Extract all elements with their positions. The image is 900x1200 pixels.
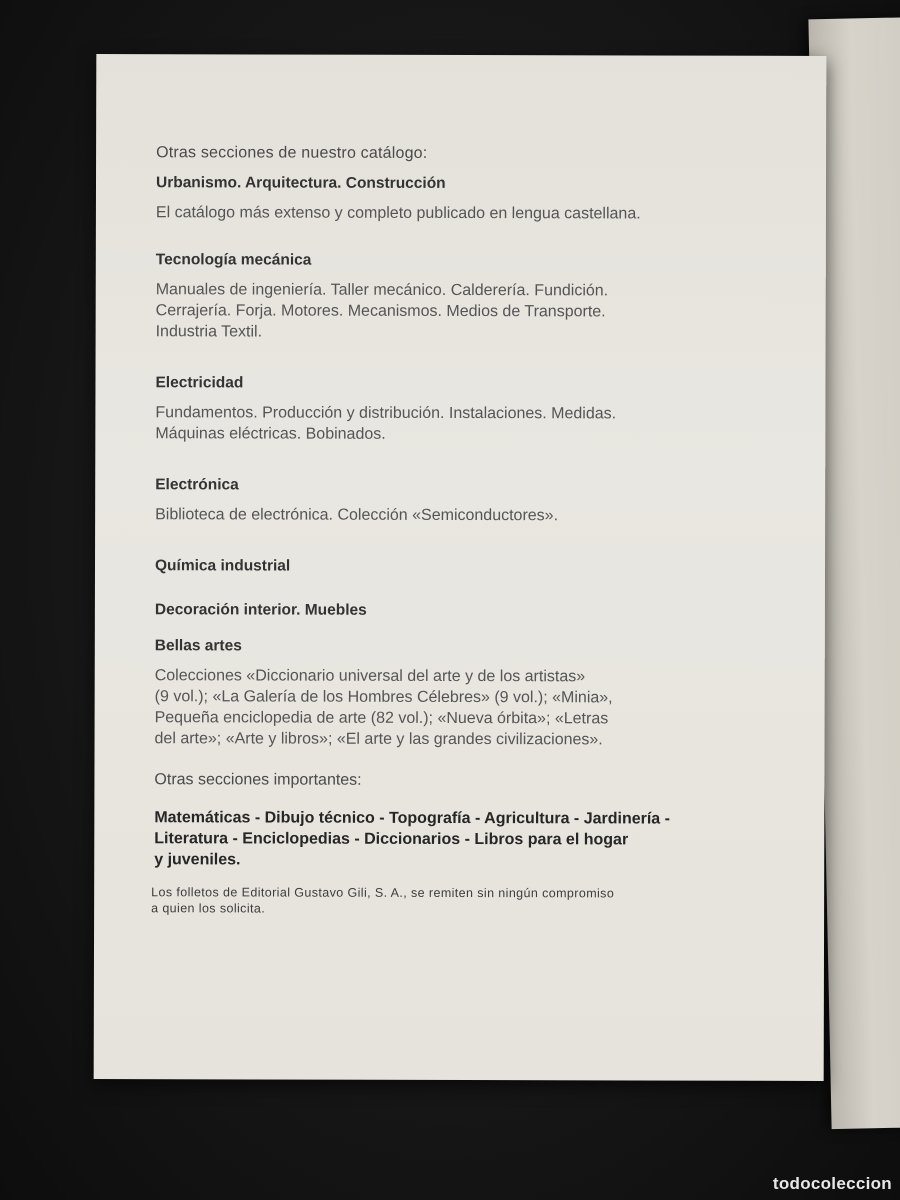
catalog-content — [151, 144, 766, 918]
section-heading: Química industrial — [154, 557, 291, 575]
section-quimica-industrial — [155, 557, 765, 577]
section-heading: Electrónica — [155, 476, 239, 494]
other-sections-intro: Otras secciones importantes: — [154, 771, 362, 789]
section-heading: Bellas artes — [154, 637, 242, 655]
important-sections-list: Matemáticas - Dibujo técnico - Topografía - Agricultura - Jardinería - Literatura - Enciclopedias - Diccionarios - Libros para el hogar y juveniles. — [154, 809, 671, 869]
section-description: El catálogo más extenso y completo publicado en lengua castellana. — [155, 204, 641, 223]
footer-note: Los folletos de Editorial Gustavo Gili, S. A., se remiten sin ningún compromiso a quien los solicita. — [151, 885, 615, 916]
section-bellas-artes — [155, 637, 765, 751]
section-heading: Tecnología mecánica — [155, 251, 312, 269]
section-decoracion-interior — [155, 601, 765, 621]
section-description: Colecciones «Diccionario universal del arte y de los artistas» (9 vol.); «La Galería de los Hombres Célebres» (9 vol.); «Minia», Pequeña enciclopedia de arte (82 vol.); «Nueva órbita»; «Letras del arte»; «Arte y libros»; «El arte y las grandes civilizaciones». — [154, 667, 613, 749]
section-heading: Urbanismo. Arquitectura. Construcción — [155, 174, 446, 192]
watermark-text: todocoleccion — [772, 1174, 892, 1193]
section-electricidad — [155, 374, 765, 446]
section-heading: Decoración interior. Muebles — [154, 601, 367, 619]
section-urbanismo — [156, 174, 766, 225]
section-heading: Electricidad — [155, 374, 244, 392]
catalog-intro: Otras secciones de nuestro catálogo: — [156, 144, 428, 162]
section-description: Fundamentos. Producción y distribución. Instalaciones. Medidas. Máquinas eléctricas. Bobinados. — [155, 404, 617, 443]
section-description: Biblioteca de electrónica. Colección «Semiconductores». — [155, 506, 559, 525]
catalog-page — [94, 54, 827, 1081]
section-tecnologia-mecanica — [156, 251, 766, 344]
section-electronica — [155, 476, 765, 527]
section-description: Manuales de ingeniería. Taller mecánico. Calderería. Fundición. Cerrajería. Forja. Motores. Mecanismos. Medios de Transporte. Industria Textil. — [155, 281, 609, 341]
